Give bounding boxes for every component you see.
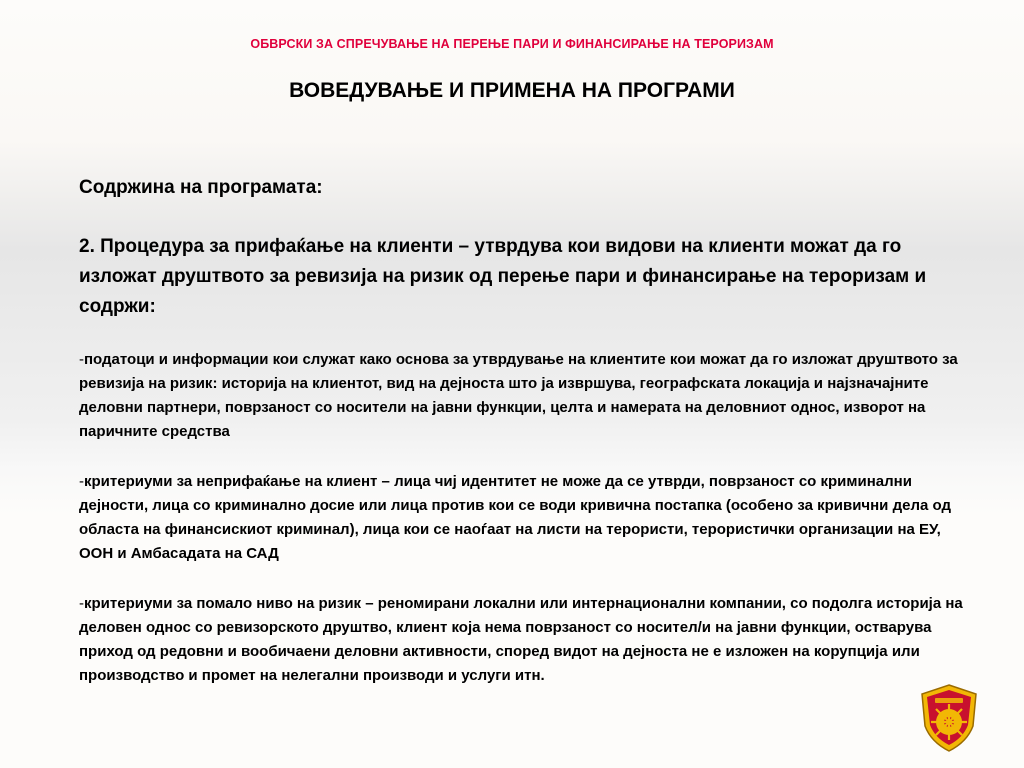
list-item: [79, 470, 971, 566]
list-item-text: критериуми за помало ниво на ризик – реномирани локални или интернационални компании, со подолга историја на деловен однос со ревизорското друштво, клиент која нема поврзаност со носител/и на јавни функции, остварува приход од редовни и вообичаени деловни активности, според видот на дејноста не е изложен на корупција или производство и промет на нелегални производи и услуги итн.: [79, 595, 963, 684]
section-title: ОБВРСКИ ЗА СПРЕЧУВАЊЕ НА ПЕРЕЊЕ ПАРИ И ФИНАНСИРАЊЕ НА ТЕРОРИЗАМ: [250, 37, 774, 51]
emblem-icon: [913, 682, 985, 754]
list-dash: -: [79, 351, 84, 368]
list-dash: -: [79, 473, 84, 490]
content-body: [79, 174, 971, 688]
procedure-paragraph: 2. Процедура за прифаќање на клиенти – утврдува кои видови на клиенти можат да го изложат друштвото за ревизија на ризик од перење пари и финансирање на тероризам и содржи:: [79, 236, 927, 317]
list-item: [79, 592, 971, 688]
page-title: ВОВЕДУВАЊЕ И ПРИМЕНА НА ПРОГРАМИ: [289, 79, 735, 102]
content-heading: Содржина на програмата:: [79, 177, 323, 198]
list-item-text: податоци и информации кои служат како основа за утврдување на клиентите кои можат да го изложат друштвото за ревизија на ризик: историја на клиентот, вид на дејноста што ја извршува, географската локација и најзначајните деловни партнери, поврзаност со носители на јавни функции, целта и намерата на деловниот однос, изворот на паричните средства: [79, 351, 958, 440]
list-item: [79, 348, 971, 444]
list-dash: -: [79, 595, 84, 612]
list-item-text: критериуми за неприфаќање на клиент – лица чиј идентитет не може да се утврди, поврзаност со криминални дејности, лица со криминално досие или лица против кои се води кривична постапка (особено за кривични дела од областа на финансискиот криминал), лица кои се наоѓаат на листи на терористи, терористички организации на ЕУ, ООН и Амбасадата на САД: [79, 473, 951, 562]
